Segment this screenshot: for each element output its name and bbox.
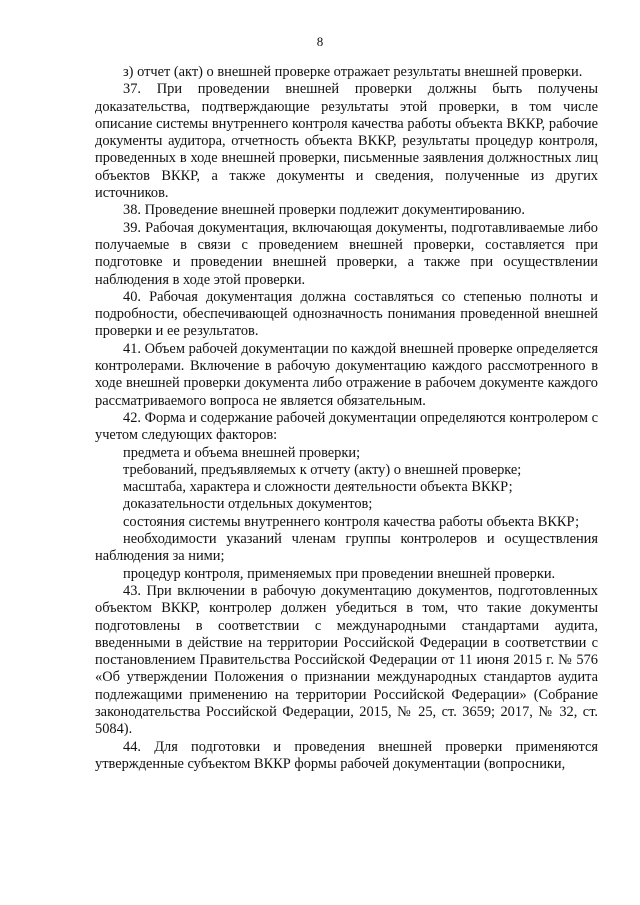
page-number: 8 — [316, 34, 324, 49]
factor-list-item: состояния системы внутреннего контроля качества работы объекта ВККР; — [123, 513, 580, 530]
factor-list-item: требований, предъявляемых к отчету (акту) о внешней проверке; — [123, 461, 522, 478]
paragraph-item-z: з) отчет (акт) о внешней проверке отражает результаты внешней проверки. — [123, 64, 583, 80]
factor-list-item: необходимости указаний членам группы контролеров и осуществления наблюдения за ними; — [95, 531, 598, 565]
paragraph-44: 44. Для подготовки и проведения внешней проверки применяются утвержденные субъектом ВККР формы рабочей документации (вопросники, — [95, 738, 598, 772]
factor-list-item: процедур контроля, применяемых при проведении внешней проверки. — [123, 565, 556, 582]
paragraph-40: 40. Рабочая документация должна составляться со степенью полноты и подробности, обеспечивающей однозначность понимания проведенной внешней проверки и ее результатов. — [95, 288, 598, 340]
factor-list-item: масштаба, характера и сложности деятельности объекта ВККР; — [123, 479, 513, 496]
paragraph-37: 37. При проведении внешней проверки должны быть получены доказательства, подтверждающие результаты этой проверки, в том числе описание системы внутреннего контроля качества работы объекта ВККР, рабочие документы аудитора, отчетность объекта ВККР, результаты процедур контроля, проведенных в ходе внешней проверки, письменные заявления должностных лиц объектов ВККР, а также документы и сведения, полученные из других источников. — [95, 81, 598, 202]
paragraph-43: 43. При включении в рабочую документацию документов, подготовленных объектом ВККР, контролер должен убедиться в том, что такие документы подготовлены в соответствии с международными стандартами аудита, введенными в действие на территории Российской Федерации в соответствии с постановлением Правительства Российской Федерации от 11 июня 2015 г. № 576 «Об утверждении Положения о признании международных стандартов аудита подлежащими применению на территории Российской Федерации» (Собрание законодательства Российской Федерации, 2015, № 25, ст. 3659; 2017, № 32, ст. 5084). — [95, 582, 598, 738]
factor-list-item: предмета и объема внешней проверки; — [123, 444, 361, 461]
document-body — [95, 64, 598, 773]
paragraph-42: 42. Форма и содержание рабочей документации определяются контролером с учетом следующих факторов: — [95, 409, 598, 444]
paragraph-39: 39. Рабочая документация, включающая документы, подготавливаемые либо получаемые в связи с проведением внешней проверки, составляется при подготовке и проведении внешней проверки, а также при осуществлении наблюдения в ходе этой проверки. — [95, 219, 598, 288]
paragraph-41: 41. Объем рабочей документации по каждой внешней проверке определяется контролерами. Включение в рабочую документацию каждого рассмотренного в ходе внешней проверки документа либо отражение в рабочем документе каждого рассматриваемого вопроса не является обязательным. — [95, 340, 598, 409]
paragraph-38: 38. Проведение внешней проверки подлежит документированию. — [123, 202, 525, 219]
factor-list-item: доказательности отдельных документов; — [123, 496, 373, 513]
